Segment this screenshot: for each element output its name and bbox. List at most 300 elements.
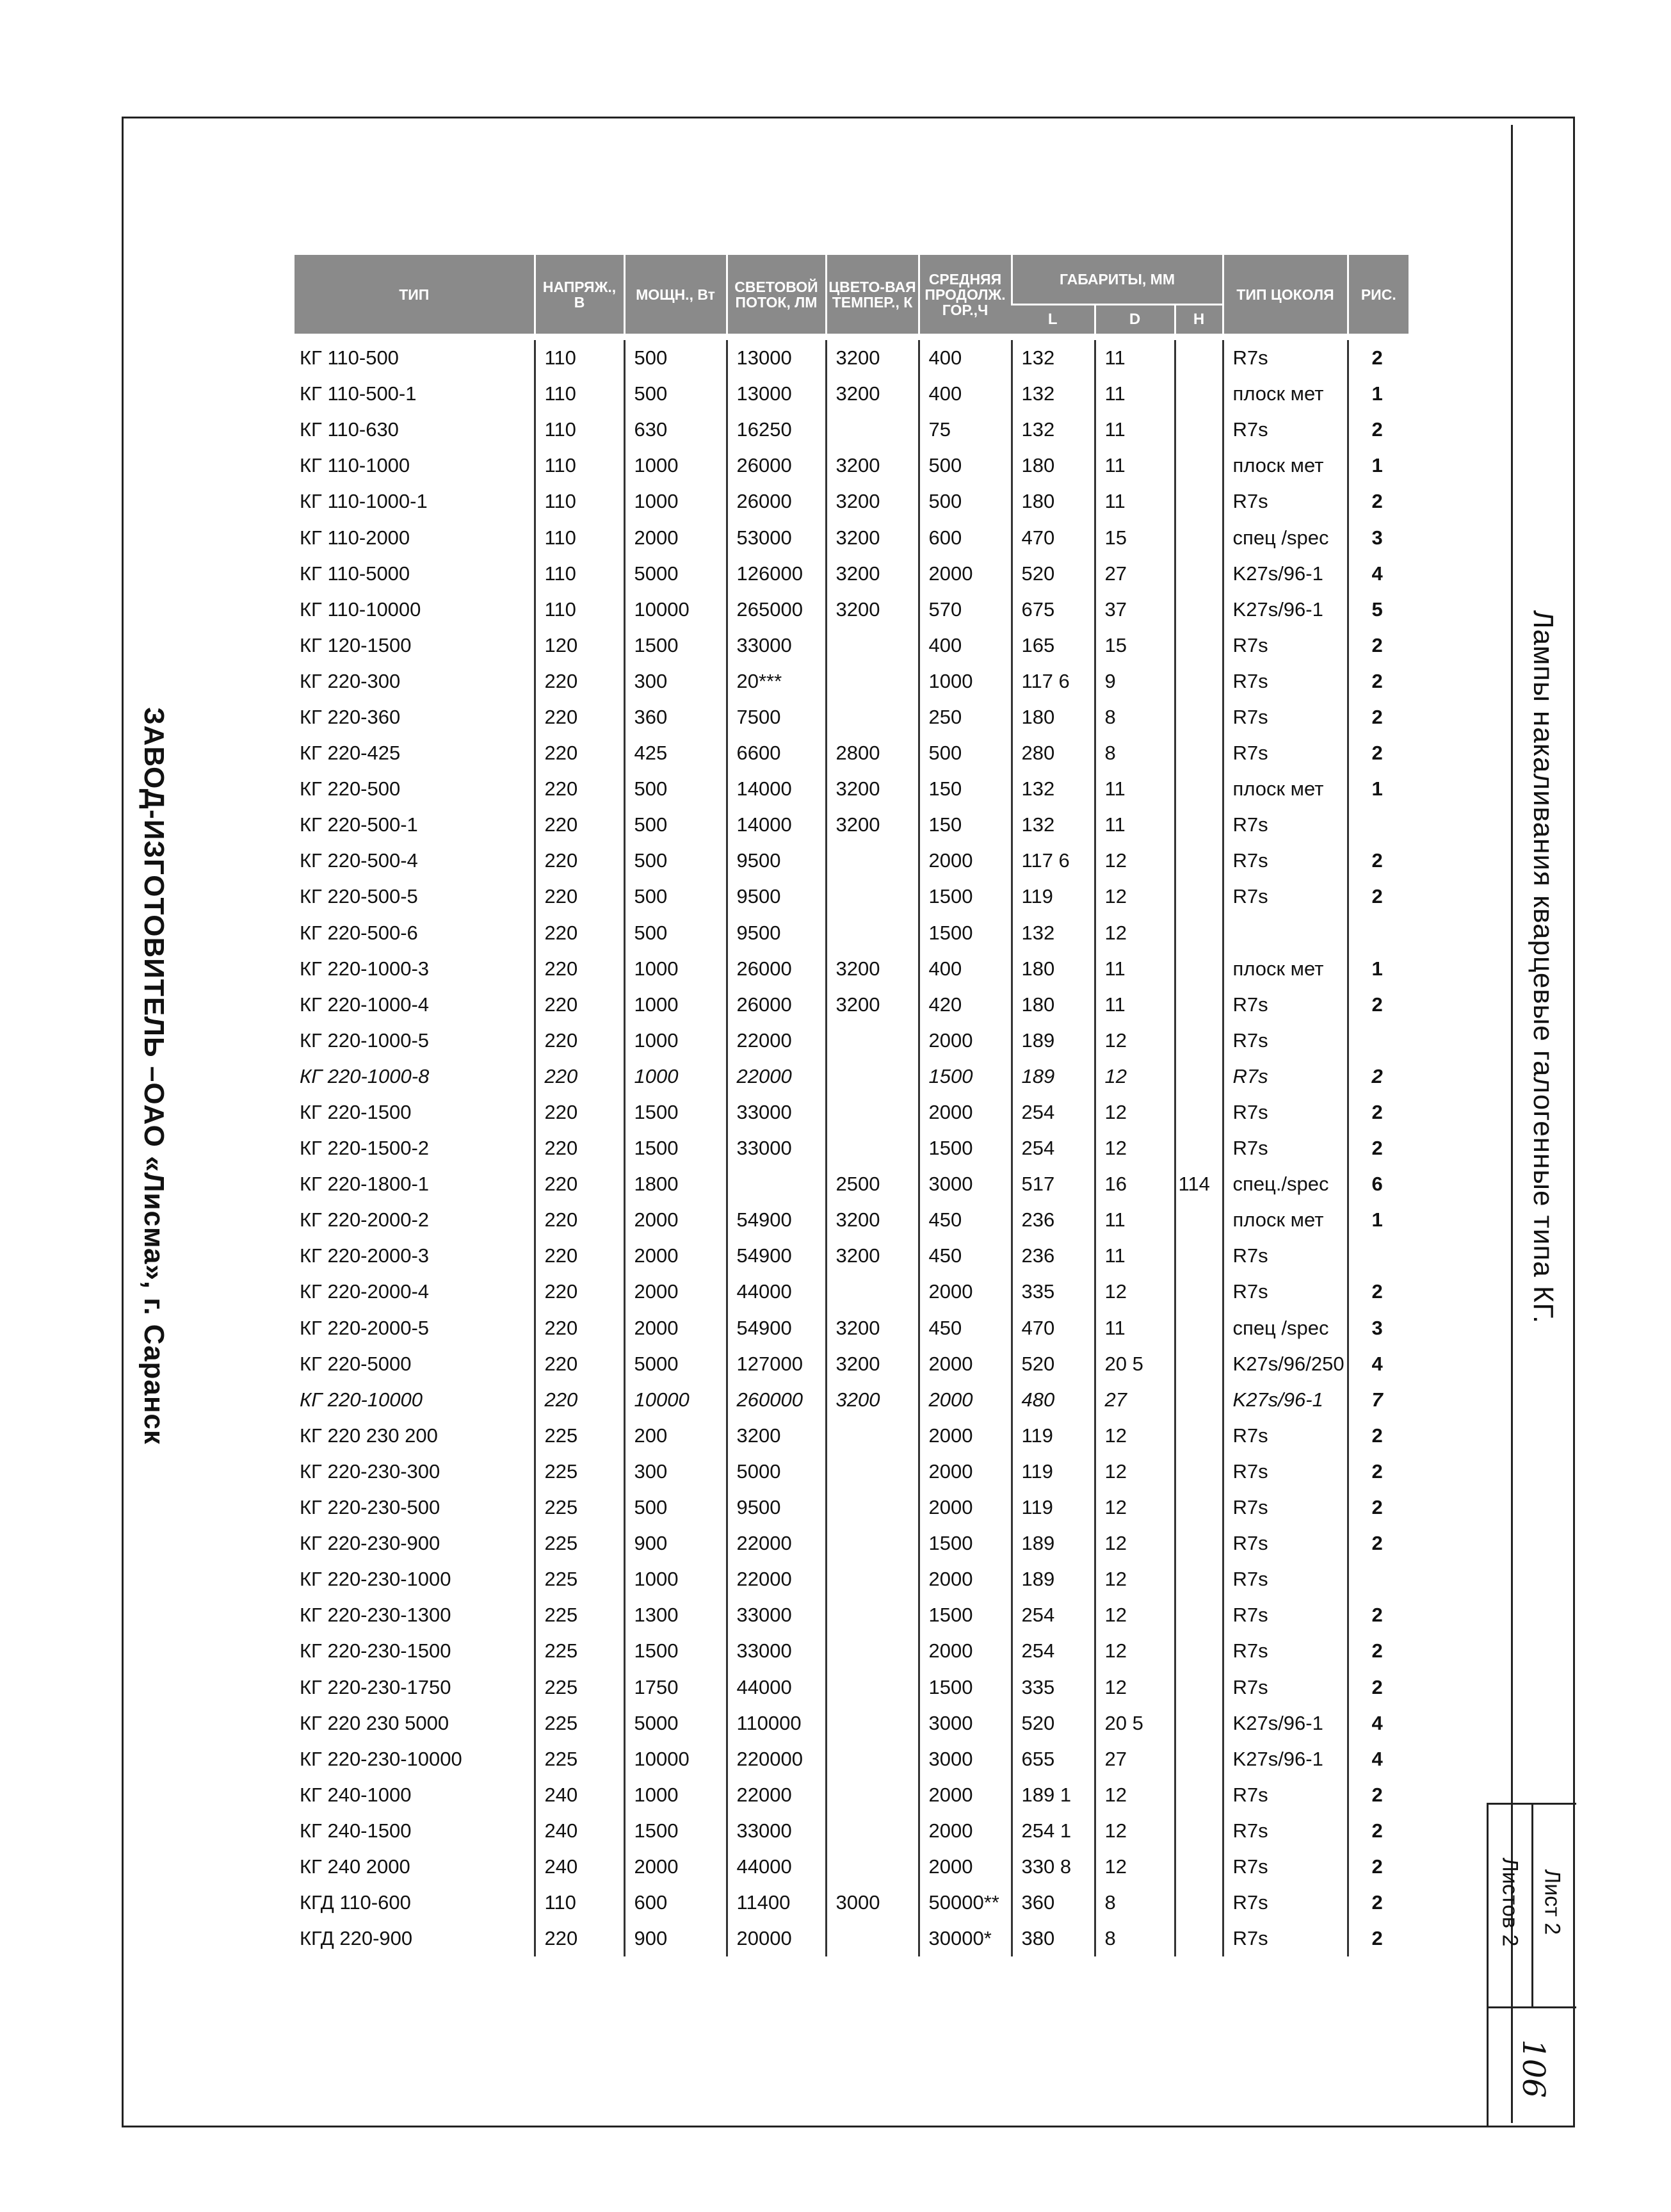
cell-color-temp — [826, 1418, 919, 1454]
cell-base: плоск мет — [1223, 376, 1348, 412]
cell-figure — [1348, 807, 1409, 843]
cell-power: 1000 — [624, 484, 727, 519]
cell-color-temp: 3200 — [826, 484, 919, 519]
cell-dim-h — [1175, 771, 1223, 807]
cell-life: 2000 — [919, 1023, 1012, 1059]
cell-base: R7s — [1223, 412, 1348, 448]
cell-base: R7s — [1223, 807, 1348, 843]
cell-type: КГ 220-2000-4 — [300, 1280, 430, 1303]
cell-dim-d: 12 — [1095, 1274, 1175, 1310]
cell-color-temp — [826, 1525, 919, 1561]
cell-dim-h — [1175, 1849, 1223, 1885]
title-block-divider — [1531, 1803, 1533, 2008]
cell-figure: 2 — [1348, 484, 1409, 519]
cell-dim-d: 27 — [1095, 1741, 1175, 1777]
cell-figure: 4 — [1348, 1741, 1409, 1777]
cell-dim-d: 12 — [1095, 1059, 1175, 1094]
cell-type: КГ 220-500-6 — [300, 921, 418, 944]
cell-life: 1500 — [919, 915, 1012, 951]
cell-base: K27s/96-1 — [1223, 1741, 1348, 1777]
cell-voltage: 220 — [535, 1130, 624, 1166]
cell-figure: 2 — [1348, 340, 1409, 376]
cell-life: 500 — [919, 735, 1012, 771]
cell-figure: 2 — [1348, 1777, 1409, 1813]
cell-dim-d: 12 — [1095, 879, 1175, 915]
cell-voltage: 220 — [535, 1202, 624, 1238]
cell-color-temp: 3200 — [826, 987, 919, 1023]
cell-figure: 2 — [1348, 699, 1409, 735]
table-row — [295, 1166, 1409, 1202]
cell-voltage: 110 — [535, 484, 624, 519]
cell-power: 5000 — [624, 556, 727, 592]
cell-dim-h — [1175, 1741, 1223, 1777]
cell-dim-d: 11 — [1095, 1202, 1175, 1238]
cell-dim-l: 189 1 — [1012, 1777, 1095, 1813]
cell-dim-d: 16 — [1095, 1166, 1175, 1202]
cell-dim-l: 189 — [1012, 1525, 1095, 1561]
cell-figure: 6 — [1348, 1166, 1409, 1202]
cell-dim-l: 655 — [1012, 1741, 1095, 1777]
cell-figure: 2 — [1348, 1669, 1409, 1705]
cell-dim-d: 11 — [1095, 951, 1175, 987]
cell-type: КГ 220-10000 — [300, 1388, 423, 1411]
cell-base: плоск мет — [1223, 771, 1348, 807]
cell-power: 300 — [624, 1454, 727, 1490]
cell-power: 2000 — [624, 1274, 727, 1310]
cell-dim-h — [1175, 1597, 1223, 1633]
cell-flux: 26000 — [727, 448, 826, 484]
cell-flux: 14000 — [727, 807, 826, 843]
table-row — [295, 1490, 1409, 1525]
cell-dim-h — [1175, 592, 1223, 628]
cell-dim-d: 12 — [1095, 1777, 1175, 1813]
cell-dim-d: 12 — [1095, 1130, 1175, 1166]
cell-figure: 2 — [1348, 1274, 1409, 1310]
cell-color-temp: 3200 — [826, 1202, 919, 1238]
cell-life: 1500 — [919, 1597, 1012, 1633]
cell-color-temp: 3200 — [826, 340, 919, 376]
cell-base: K27s/96-1 — [1223, 556, 1348, 592]
cell-dim-l: 117 6 — [1012, 843, 1095, 879]
table-row — [295, 484, 1409, 519]
cell-type: КГ 220-230-900 — [300, 1532, 440, 1555]
cell-color-temp — [826, 628, 919, 663]
cell-base: R7s — [1223, 699, 1348, 735]
cell-life: 250 — [919, 699, 1012, 735]
cell-power: 1000 — [624, 987, 727, 1023]
cell-power: 500 — [624, 879, 727, 915]
cell-life: 2000 — [919, 1490, 1012, 1525]
cell-voltage: 220 — [535, 1238, 624, 1274]
cell-power: 630 — [624, 412, 727, 448]
cell-dim-h — [1175, 1130, 1223, 1166]
cell-flux: 220000 — [727, 1741, 826, 1777]
table-row — [295, 1094, 1409, 1130]
cell-voltage: 220 — [535, 879, 624, 915]
cell-type: КГ 220-500 — [300, 777, 401, 801]
cell-dim-l: 335 — [1012, 1274, 1095, 1310]
cell-flux: 22000 — [727, 1525, 826, 1561]
cell-type: КГ 220-1800-1 — [300, 1173, 430, 1196]
cell-figure: 7 — [1348, 1382, 1409, 1418]
cell-type: КГ 220-230-10000 — [300, 1747, 462, 1770]
cell-color-temp — [826, 1777, 919, 1813]
cell-flux: 54900 — [727, 1238, 826, 1274]
cell-base: R7s — [1223, 1561, 1348, 1597]
cell-color-temp — [826, 879, 919, 915]
cell-life: 450 — [919, 1202, 1012, 1238]
cell-flux: 9500 — [727, 1490, 826, 1525]
cell-color-temp: 3200 — [826, 951, 919, 987]
cell-life: 450 — [919, 1310, 1012, 1346]
cell-life: 2000 — [919, 556, 1012, 592]
cell-type: КГ 220-5000 — [300, 1352, 412, 1375]
cell-figure: 4 — [1348, 1346, 1409, 1382]
cell-voltage: 110 — [535, 340, 624, 376]
cell-dim-h — [1175, 807, 1223, 843]
cell-power: 500 — [624, 771, 727, 807]
cell-type: КГ 220-230-1750 — [300, 1675, 451, 1698]
cell-color-temp: 3200 — [826, 556, 919, 592]
cell-figure: 1 — [1348, 951, 1409, 987]
cell-dim-h — [1175, 412, 1223, 448]
cell-flux: 7500 — [727, 699, 826, 735]
cell-dim-d: 9 — [1095, 663, 1175, 699]
cell-figure — [1348, 915, 1409, 951]
cell-base: R7s — [1223, 1849, 1348, 1885]
cell-voltage: 110 — [535, 556, 624, 592]
cell-life: 2000 — [919, 1382, 1012, 1418]
header-dim-d: D — [1095, 305, 1175, 334]
table-row — [295, 628, 1409, 663]
cell-voltage: 225 — [535, 1741, 624, 1777]
cell-life: 1500 — [919, 1669, 1012, 1705]
cell-flux: 22000 — [727, 1023, 826, 1059]
cell-life: 150 — [919, 771, 1012, 807]
cell-dim-l: 520 — [1012, 1705, 1095, 1741]
cell-dim-h — [1175, 448, 1223, 484]
cell-color-temp: 3200 — [826, 1310, 919, 1346]
cell-flux: 26000 — [727, 484, 826, 519]
cell-dim-h — [1175, 1525, 1223, 1561]
cell-power: 1000 — [624, 1059, 727, 1094]
cell-dim-h — [1175, 1813, 1223, 1849]
cell-life: 30000* — [919, 1921, 1012, 1956]
cell-color-temp — [826, 412, 919, 448]
cell-flux: 13000 — [727, 340, 826, 376]
table-body — [295, 340, 1409, 1956]
cell-base: R7s — [1223, 1813, 1348, 1849]
cell-color-temp — [826, 1849, 919, 1885]
cell-base: K27s/96-1 — [1223, 1382, 1348, 1418]
cell-power: 500 — [624, 915, 727, 951]
cell-flux: 127000 — [727, 1346, 826, 1382]
lamp-spec-table — [295, 255, 1409, 1956]
cell-dim-l: 470 — [1012, 1310, 1095, 1346]
cell-type: КГ 220-500-1 — [300, 813, 418, 836]
cell-dim-l: 180 — [1012, 987, 1095, 1023]
cell-dim-h — [1175, 1418, 1223, 1454]
cell-dim-h — [1175, 699, 1223, 735]
cell-flux: 53000 — [727, 519, 826, 555]
cell-type: КГ 110-1000 — [300, 454, 410, 477]
cell-flux: 54900 — [727, 1202, 826, 1238]
cell-type: КГ 110-5000 — [300, 562, 410, 585]
cell-color-temp — [826, 663, 919, 699]
cell-flux: 26000 — [727, 987, 826, 1023]
table-row — [295, 951, 1409, 987]
cell-life: 150 — [919, 807, 1012, 843]
cell-figure: 2 — [1348, 412, 1409, 448]
cell-power: 5000 — [624, 1346, 727, 1382]
cell-color-temp: 3200 — [826, 592, 919, 628]
cell-power: 500 — [624, 807, 727, 843]
cell-base: R7s — [1223, 1597, 1348, 1633]
cell-color-temp — [826, 1921, 919, 1956]
cell-figure: 4 — [1348, 556, 1409, 592]
cell-power: 2000 — [624, 1202, 727, 1238]
cell-life: 450 — [919, 1238, 1012, 1274]
cell-dim-l: 180 — [1012, 484, 1095, 519]
header-base: ТИП ЦОКОЛЯ — [1223, 255, 1348, 334]
cell-base: R7s — [1223, 663, 1348, 699]
cell-dim-l: 254 — [1012, 1597, 1095, 1633]
cell-figure: 2 — [1348, 1921, 1409, 1956]
cell-type: КГ 220-1500-2 — [300, 1137, 430, 1160]
cell-type: КГ 220-1000-8 — [300, 1064, 430, 1087]
cell-base: R7s — [1223, 879, 1348, 915]
table-row — [295, 699, 1409, 735]
cell-dim-d: 12 — [1095, 1454, 1175, 1490]
cell-power: 5000 — [624, 1705, 727, 1741]
cell-flux: 9500 — [727, 879, 826, 915]
cell-power: 2000 — [624, 519, 727, 555]
cell-figure — [1348, 1023, 1409, 1059]
cell-voltage: 220 — [535, 915, 624, 951]
cell-voltage: 225 — [535, 1705, 624, 1741]
cell-dim-l: 335 — [1012, 1669, 1095, 1705]
cell-type: КГ 110-500 — [300, 346, 399, 370]
cell-dim-h — [1175, 1921, 1223, 1956]
cell-voltage: 240 — [535, 1849, 624, 1885]
cell-base: R7s — [1223, 1059, 1348, 1094]
cell-base: R7s — [1223, 1418, 1348, 1454]
cell-figure: 2 — [1348, 843, 1409, 879]
cell-type: КГ 220-1000-4 — [300, 993, 430, 1016]
cell-flux: 26000 — [727, 951, 826, 987]
cell-voltage: 220 — [535, 663, 624, 699]
table-row — [295, 412, 1409, 448]
cell-dim-d: 12 — [1095, 1525, 1175, 1561]
cell-dim-h — [1175, 1310, 1223, 1346]
cell-life: 50000** — [919, 1885, 1012, 1921]
cell-dim-l: 675 — [1012, 592, 1095, 628]
cell-figure: 1 — [1348, 771, 1409, 807]
cell-type: КГ 220-230-1000 — [300, 1568, 451, 1591]
cell-life: 2000 — [919, 1454, 1012, 1490]
cell-figure: 2 — [1348, 1597, 1409, 1633]
cell-power: 1000 — [624, 448, 727, 484]
cell-type: КГ 240 2000 — [300, 1855, 410, 1878]
cell-dim-d: 12 — [1095, 1633, 1175, 1669]
cell-dim-l: 236 — [1012, 1202, 1095, 1238]
cell-dim-l: 132 — [1012, 376, 1095, 412]
cell-figure: 4 — [1348, 1705, 1409, 1741]
cell-type: КГ 220-2000-5 — [300, 1316, 430, 1339]
cell-base: R7s — [1223, 1094, 1348, 1130]
cell-flux: 126000 — [727, 556, 826, 592]
table-row — [295, 1059, 1409, 1094]
cell-voltage: 220 — [535, 987, 624, 1023]
cell-voltage: 220 — [535, 1921, 624, 1956]
cell-dim-h — [1175, 1454, 1223, 1490]
cell-dim-l: 520 — [1012, 556, 1095, 592]
cell-dim-l: 132 — [1012, 915, 1095, 951]
cell-type: КГ 110-500-1 — [300, 382, 417, 405]
cell-voltage: 220 — [535, 1023, 624, 1059]
cell-color-temp — [826, 1813, 919, 1849]
cell-base: R7s — [1223, 1238, 1348, 1274]
cell-dim-d: 12 — [1095, 1597, 1175, 1633]
cell-type: КГ 240-1500 — [300, 1819, 412, 1842]
cell-base: R7s — [1223, 1490, 1348, 1525]
cell-dim-l: 117 6 — [1012, 663, 1095, 699]
cell-life: 500 — [919, 484, 1012, 519]
cell-voltage: 225 — [535, 1454, 624, 1490]
cell-life: 400 — [919, 376, 1012, 412]
cell-dim-d: 27 — [1095, 1382, 1175, 1418]
header-type: ТИП — [295, 255, 535, 334]
cell-dim-l: 236 — [1012, 1238, 1095, 1274]
table-row — [295, 1274, 1409, 1310]
cell-base: спец /spec — [1223, 519, 1348, 555]
cell-power: 1000 — [624, 1561, 727, 1597]
page-number: 106 — [1515, 2039, 1551, 2098]
cell-power: 1300 — [624, 1597, 727, 1633]
cell-base: R7s — [1223, 484, 1348, 519]
cell-figure: 2 — [1348, 663, 1409, 699]
table-row — [295, 1885, 1409, 1921]
cell-power: 1750 — [624, 1669, 727, 1705]
cell-dim-h — [1175, 1094, 1223, 1130]
cell-voltage: 120 — [535, 628, 624, 663]
cell-life: 2000 — [919, 1274, 1012, 1310]
cell-color-temp: 3200 — [826, 376, 919, 412]
cell-dim-h — [1175, 1382, 1223, 1418]
cell-dim-l: 360 — [1012, 1885, 1095, 1921]
cell-color-temp — [826, 1059, 919, 1094]
cell-color-temp — [826, 1741, 919, 1777]
table-row — [295, 592, 1409, 628]
cell-voltage: 225 — [535, 1669, 624, 1705]
cell-color-temp — [826, 1094, 919, 1130]
cell-dim-d: 11 — [1095, 807, 1175, 843]
table-row — [295, 1525, 1409, 1561]
cell-power: 200 — [624, 1418, 727, 1454]
cell-power: 2000 — [624, 1310, 727, 1346]
cell-type: КГ 110-2000 — [300, 526, 410, 549]
cell-color-temp — [826, 699, 919, 735]
cell-flux: 9500 — [727, 843, 826, 879]
cell-figure: 2 — [1348, 1849, 1409, 1885]
cell-flux: 33000 — [727, 1597, 826, 1633]
table-row — [295, 1813, 1409, 1849]
cell-type: КГ 220 230 5000 — [300, 1711, 449, 1734]
sheets-total: Листов 2 — [1497, 1857, 1522, 1947]
cell-voltage: 225 — [535, 1418, 624, 1454]
cell-dim-l: 254 — [1012, 1130, 1095, 1166]
cell-voltage: 225 — [535, 1525, 624, 1561]
cell-color-temp: 3200 — [826, 448, 919, 484]
cell-color-temp: 3200 — [826, 1238, 919, 1274]
cell-figure: 3 — [1348, 519, 1409, 555]
cell-life: 400 — [919, 951, 1012, 987]
cell-type: КГД 110-600 — [300, 1891, 411, 1914]
cell-base: K27s/96/250 — [1223, 1346, 1348, 1382]
cell-type: КГ 220-360 — [300, 705, 401, 728]
cell-dim-d: 12 — [1095, 843, 1175, 879]
cell-power: 1000 — [624, 951, 727, 987]
cell-life: 1000 — [919, 663, 1012, 699]
cell-voltage: 220 — [535, 1059, 624, 1094]
cell-life: 420 — [919, 987, 1012, 1023]
cell-dim-l: 280 — [1012, 735, 1095, 771]
cell-life: 570 — [919, 592, 1012, 628]
cell-power: 10000 — [624, 592, 727, 628]
cell-dim-d: 12 — [1095, 915, 1175, 951]
cell-figure: 2 — [1348, 879, 1409, 915]
cell-base: R7s — [1223, 1525, 1348, 1561]
table-row — [295, 1023, 1409, 1059]
cell-color-temp — [826, 1705, 919, 1741]
cell-base: R7s — [1223, 1885, 1348, 1921]
cell-dim-l: 517 — [1012, 1166, 1095, 1202]
cell-power: 1500 — [624, 1633, 727, 1669]
table-row — [295, 1418, 1409, 1454]
header-dimensions: ГАБАРИТЫ, ММ — [1012, 255, 1223, 305]
cell-figure: 1 — [1348, 1202, 1409, 1238]
cell-color-temp — [826, 1669, 919, 1705]
cell-power: 300 — [624, 663, 727, 699]
table-row — [295, 556, 1409, 592]
cell-voltage: 220 — [535, 771, 624, 807]
cell-type: КГ 110-1000-1 — [300, 490, 428, 513]
table-row — [295, 663, 1409, 699]
cell-voltage: 110 — [535, 592, 624, 628]
cell-voltage: 240 — [535, 1813, 624, 1849]
header-voltage: НАПРЯЖ., В — [535, 255, 624, 334]
header-figure: РИС. — [1348, 255, 1409, 334]
cell-color-temp — [826, 1130, 919, 1166]
cell-figure: 1 — [1348, 376, 1409, 412]
cell-dim-h — [1175, 879, 1223, 915]
cell-life: 400 — [919, 628, 1012, 663]
cell-dim-h — [1175, 1202, 1223, 1238]
cell-color-temp — [826, 1274, 919, 1310]
table-row — [295, 1202, 1409, 1238]
cell-dim-d: 12 — [1095, 1490, 1175, 1525]
cell-flux: 44000 — [727, 1274, 826, 1310]
cell-type: КГ 220 230 200 — [300, 1424, 438, 1447]
cell-dim-l: 254 1 — [1012, 1813, 1095, 1849]
cell-type: КГ 220-425 — [300, 742, 401, 765]
cell-dim-d: 11 — [1095, 771, 1175, 807]
cell-flux: 5000 — [727, 1454, 826, 1490]
cell-flux: 260000 — [727, 1382, 826, 1418]
cell-color-temp — [826, 1633, 919, 1669]
cell-power: 10000 — [624, 1382, 727, 1418]
cell-type: КГ 220-230-1300 — [300, 1604, 451, 1627]
